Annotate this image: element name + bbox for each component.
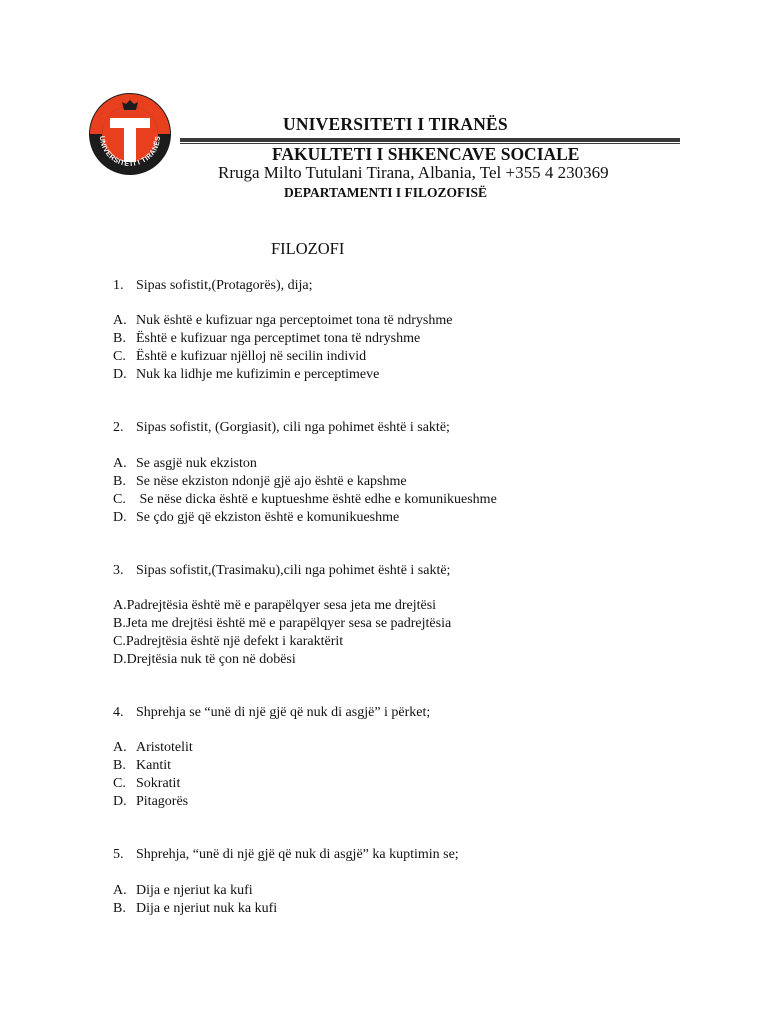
option-text: Se asgjë nuk ekziston xyxy=(136,456,257,471)
department-name: DEPARTAMENTI I FILOZOFISË xyxy=(284,185,488,200)
question-3 xyxy=(113,563,450,579)
option-5b xyxy=(113,901,277,917)
option-5a xyxy=(113,883,253,899)
option-letter: C. xyxy=(113,634,126,649)
question-number: 5. xyxy=(113,847,124,862)
option-3a xyxy=(113,598,436,614)
option-4d xyxy=(113,794,188,810)
option-2a xyxy=(113,456,257,472)
question-text: Sipas sofistit,(Protagorës), dija; xyxy=(136,278,313,293)
option-1a xyxy=(113,313,452,329)
option-text: Sokratit xyxy=(136,776,181,791)
question-number: 3. xyxy=(113,563,124,578)
option-letter: A. xyxy=(113,313,127,328)
option-text: Është e kufizuar njëlloj në secilin individ xyxy=(136,349,367,364)
option-text: Nuk është e kufizuar nga perceptoimet tona të ndryshme xyxy=(136,313,453,328)
question-text: Shprehja se “unë di një gjë që nuk di asgjë” i përket; xyxy=(136,705,431,720)
question-text: Shprehja, “unë di një gjë që nuk di asgjë” ka kuptimin se; xyxy=(136,847,459,862)
option-3b xyxy=(113,616,451,632)
university-logo xyxy=(88,92,172,176)
option-2d xyxy=(113,510,399,526)
option-text: Nuk ka lidhje me kufizimin e perceptimeve xyxy=(136,367,380,382)
option-letter: A. xyxy=(113,598,127,613)
option-letter: A. xyxy=(113,456,127,471)
question-number: 2. xyxy=(113,420,124,435)
address-line: Rruga Milto Tutulani Tirana, Albania, Tel +355 4 230369 xyxy=(218,163,609,182)
option-letter: D. xyxy=(113,367,127,382)
question-2 xyxy=(113,420,450,436)
option-text: Pitagorës xyxy=(136,794,189,809)
option-3d xyxy=(113,652,296,668)
option-text: Dija e njeriut nuk ka kufi xyxy=(136,901,278,916)
option-letter: D. xyxy=(113,652,127,667)
option-1d xyxy=(113,367,379,383)
option-text: Se çdo gjë që ekziston është e komunikueshme xyxy=(136,510,400,525)
option-4c xyxy=(113,776,180,792)
option-letter: B. xyxy=(113,616,126,631)
option-letter: A. xyxy=(113,883,127,898)
university-name: UNIVERSITETI I TIRANËS xyxy=(283,114,508,134)
question-1 xyxy=(113,278,313,294)
header-rule xyxy=(180,138,680,142)
option-4b xyxy=(113,758,171,774)
option-text: Se nëse ekziston ndonjë gjë ajo është e kapshme xyxy=(136,474,407,489)
subject-title: FILOZOFI xyxy=(271,239,345,258)
option-text: Padrejtësia është një defekt i karaktërit xyxy=(125,634,344,649)
question-text: Sipas sofistit, (Gorgiasit), cili nga pohimet është i saktë; xyxy=(136,420,450,435)
option-1b xyxy=(113,331,420,347)
option-letter: C. xyxy=(113,776,126,791)
option-text: Se nëse dicka është e kuptueshme është edhe e komunikueshme xyxy=(136,492,497,507)
option-letter: C. xyxy=(113,492,126,507)
logo-ring-text: UNIVERSITETI I TIRANËS xyxy=(97,135,163,169)
option-text: Jeta me drejtësi është më e parapëlqyer sesa se padrejtësia xyxy=(125,616,452,631)
option-letter: B. xyxy=(113,331,126,346)
option-letter: C. xyxy=(113,349,126,364)
option-text: Aristotelit xyxy=(136,740,193,755)
option-text: Dija e njeriut ka kufi xyxy=(136,883,253,898)
question-4 xyxy=(113,705,430,721)
option-2b xyxy=(113,474,407,490)
option-letter: B. xyxy=(113,758,126,773)
option-3c xyxy=(113,634,343,650)
question-number: 4. xyxy=(113,705,124,720)
question-number: 1. xyxy=(113,278,124,293)
option-letter: B. xyxy=(113,901,126,916)
option-text: Kantit xyxy=(136,758,171,773)
option-letter: D. xyxy=(113,510,127,525)
option-letter: B. xyxy=(113,474,126,489)
faculty-name: FAKULTETI I SHKENCAVE SOCIALE xyxy=(272,144,580,164)
option-text: Padrejtësia është më e parapëlqyer sesa jeta me drejtësi xyxy=(126,598,437,613)
question-text: Sipas sofistit,(Trasimaku),cili nga pohimet është i saktë; xyxy=(136,563,451,578)
option-1c xyxy=(113,349,366,365)
option-letter: A. xyxy=(113,740,127,755)
option-letter: D. xyxy=(113,794,127,809)
question-5 xyxy=(113,847,459,863)
option-4a xyxy=(113,740,193,756)
option-2c xyxy=(113,492,497,508)
option-text: Është e kufizuar nga perceptimet tona të ndryshme xyxy=(136,331,421,346)
option-text: Drejtësia nuk të çon në dobësi xyxy=(126,652,296,667)
